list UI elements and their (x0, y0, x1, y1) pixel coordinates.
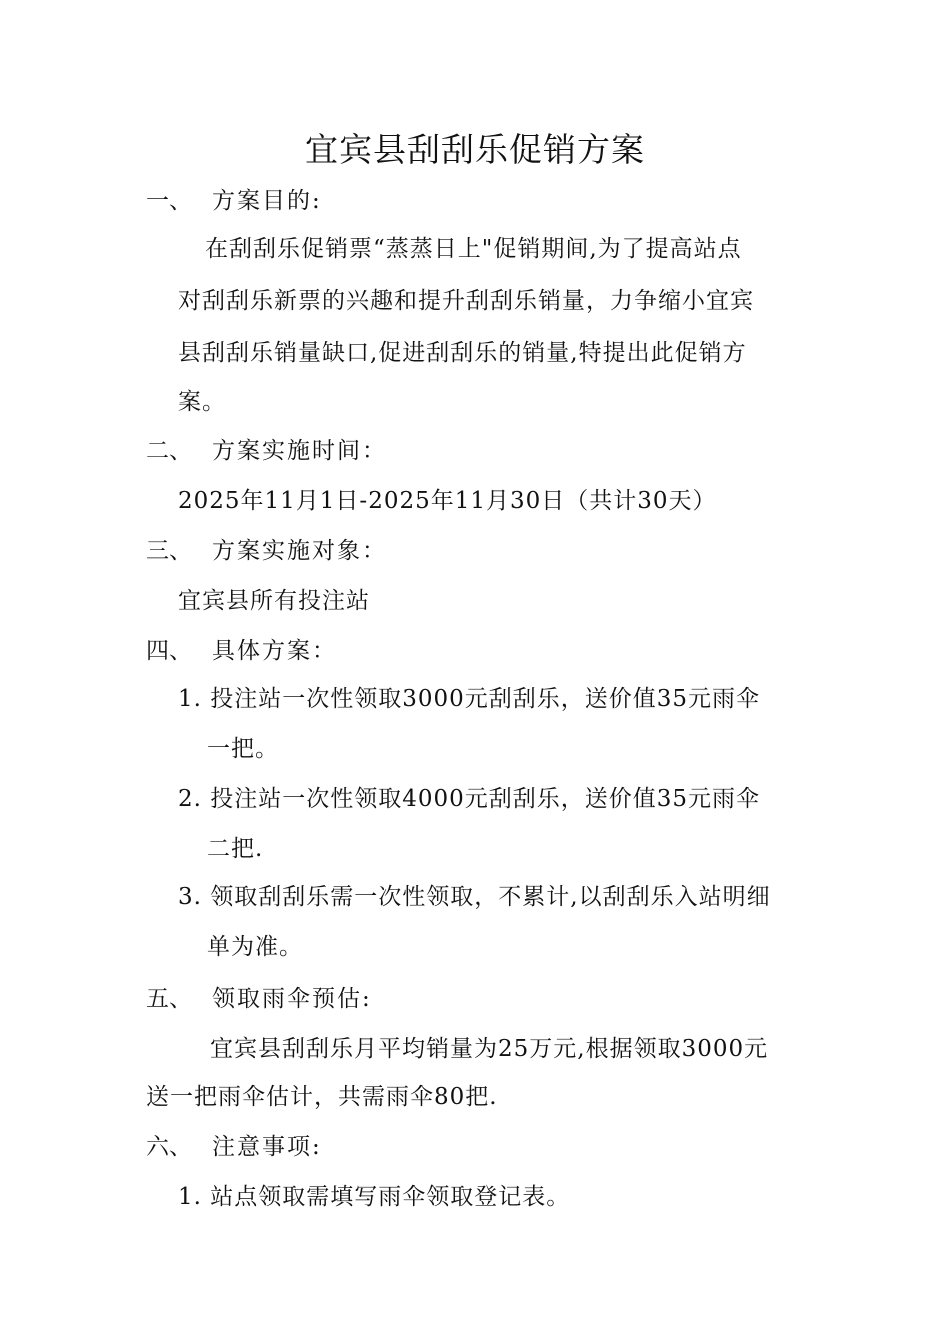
paragraph-line: 在刮刮乐促销票“蒸蒸日上"促销期间,为了提高站点 (205, 236, 742, 262)
section-number: 五、 (146, 986, 192, 1012)
list-item-continued: 一把。 (207, 736, 279, 762)
section-number: 一、 (146, 188, 192, 214)
section-number: 四、 (146, 638, 192, 664)
section-title: 领取雨伞预估: (212, 986, 372, 1012)
section-heading-3 (146, 536, 387, 566)
section-number: 三、 (146, 538, 192, 564)
target-audience: 宜宾县所有投注站 (178, 588, 370, 614)
section-title: 注意事项: (212, 1134, 322, 1160)
section-heading-5 (146, 984, 372, 1014)
section-title: 具体方案： (212, 638, 337, 664)
paragraph-line: 对刮刮乐新票的兴趣和提升刮刮乐销量，力争缩小宜宾 (178, 288, 754, 314)
paragraph-line: 县刮刮乐销量缺口,促进刮刮乐的销量,特提出此促销方 (178, 340, 747, 366)
date-range: 2025年11月1日-2025年11月30日（共计30天） (178, 488, 717, 514)
list-item: 3. 领取刮刮乐需一次性领取，不累计,以刮刮乐入站明细 (178, 884, 771, 910)
section-heading-6 (146, 1132, 322, 1162)
section-title: 方案实施对象： (212, 538, 387, 564)
paragraph-line: 送一把雨伞估计，共需雨伞80把. (146, 1084, 498, 1110)
list-item: 1. 投注站一次性领取3000元刮刮乐，送价值35元雨伞 (178, 686, 761, 712)
section-number: 二、 (146, 438, 192, 464)
section-title: 方案实施时间： (212, 438, 387, 464)
section-heading-4 (146, 636, 337, 666)
section-heading-1 (146, 186, 322, 216)
section-title: 方案目的: (212, 188, 322, 214)
section-number: 六、 (146, 1134, 192, 1160)
paragraph-line: 案。 (178, 389, 226, 415)
document-title: 宜宾县刮刮乐促销方案 (305, 130, 645, 169)
section-heading-2 (146, 436, 387, 466)
list-item-continued: 单为准。 (207, 934, 303, 960)
list-item: 1. 站点领取需填写雨伞领取登记表。 (178, 1184, 571, 1210)
list-item: 2. 投注站一次性领取4000元刮刮乐，送价值35元雨伞 (178, 786, 761, 812)
list-item-continued: 二把. (207, 836, 264, 862)
paragraph-line: 宜宾县刮刮乐月平均销量为25万元,根据领取3000元 (210, 1036, 769, 1062)
